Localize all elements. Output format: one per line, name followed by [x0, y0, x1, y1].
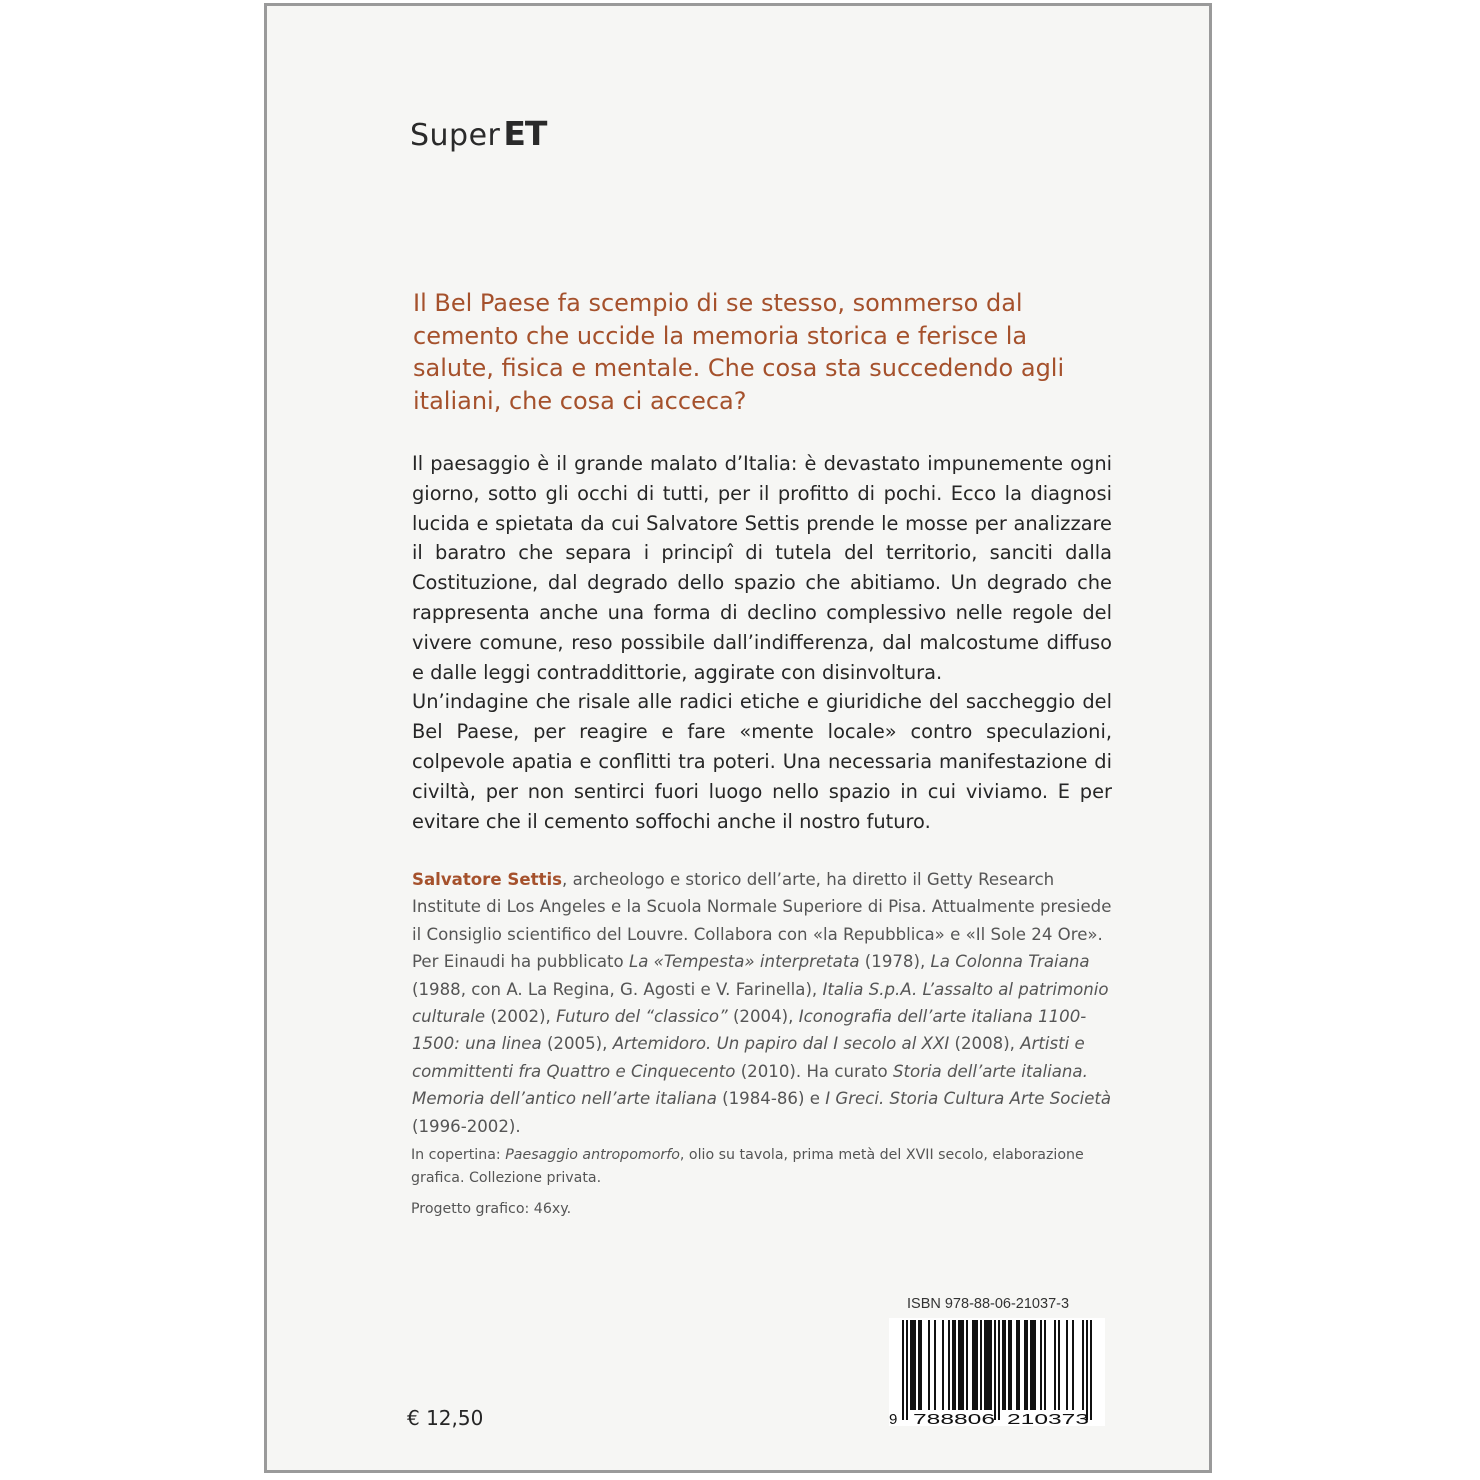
bio-text: (2010). Ha curato: [735, 1061, 893, 1081]
book-back-cover: [264, 3, 1212, 1473]
credits: [411, 1144, 1111, 1229]
barcode-bar: [920, 1320, 922, 1410]
book-title: La Colonna Traiana: [930, 952, 1090, 972]
logo-super-text: Super: [410, 118, 501, 153]
barcode-bar: [972, 1320, 974, 1410]
barcode-bar: [1018, 1320, 1020, 1410]
barcode-bar: [1034, 1320, 1036, 1410]
barcode-bar: [1066, 1320, 1068, 1410]
barcode-bar: [928, 1320, 930, 1410]
barcode-bar: [1008, 1320, 1010, 1410]
barcode-bar: [990, 1320, 992, 1410]
book-title: I Greci. Storia Cultura Arte Società: [825, 1089, 1112, 1109]
bio-text: (2008),: [949, 1034, 1021, 1054]
bio-text: (1984-86) e: [716, 1089, 826, 1109]
book-title: Artemidoro. Un papiro dal I secolo al XXI: [612, 1034, 950, 1054]
bio-text: , archeologo e storico dell’arte, ha diretto il Getty Research Institute di Los Angeles e la Scuola Normale Superiore di Pisa. Attualmente presiede il Consiglio scientifico del Louvre. Collabora con «la Repubblica» e «Il Sole 24 Ore». Per Einaudi ha pubblicato: [412, 870, 1112, 972]
blurb-paragraph: Il paesaggio è il grande malato d’Italia: è devastato impunemente ogni giorno, sotto gli occhi di tutti, per il profitto di pochi. Ecco la diagnosi lucida e spietata da cui Salvatore Settis prende le mosse per analizzare il baratro che separa i principî di tutela del territorio, sanciti dalla Costituzione, dal degrado dello spazio che abitiamo. Un degrado che rappresenta anche una forma di declino complessivo nelle regole del vivere comune, reso possibile dall’indifferenza, dal malcostume diffuso e dalle leggi contraddittorie, aggirate con disinvoltura.: [412, 452, 1112, 684]
barcode-bar: [980, 1320, 982, 1410]
barcode-bar: [1002, 1320, 1004, 1410]
barcode-bar: [1072, 1320, 1074, 1410]
barcode-bar: [1026, 1320, 1028, 1410]
tagline: Il Bel Paese fa scempio di se stesso, sommerso dal cemento che uccide la memoria storica e ferisce la salute, fisica e mentale. Che cosa sta succedendo agli italiani, che cosa ci acceca?: [413, 289, 1065, 415]
book-title: Italia S.p.A. L’assalto al patrimonio culturale: [412, 979, 1109, 1027]
barcode-bar: [1058, 1320, 1060, 1410]
barcode-bar: [906, 1320, 908, 1420]
barcode-bar: [910, 1320, 912, 1410]
bio-text: (1996-2002).: [412, 1116, 521, 1136]
barcode: [889, 1318, 1105, 1426]
book-title: Storia dell’arte italiana. Memoria dell’antico nell’arte italiana: [412, 1061, 1088, 1109]
cover-credit: [411, 1144, 1111, 1190]
author-name: Salvatore Settis: [412, 870, 563, 889]
barcode-digit-first: 9: [889, 1411, 898, 1426]
barcode-bar: [1044, 1320, 1046, 1410]
barcode-bar: [988, 1320, 990, 1410]
barcode-bar: [976, 1320, 978, 1410]
book-title: Futuro del “classico”: [556, 1007, 728, 1027]
cover-artwork-title: Paesaggio antropomorfo: [505, 1147, 680, 1163]
barcode-bar: [1030, 1320, 1032, 1410]
barcode-bar: [1090, 1320, 1092, 1420]
barcode-bar: [1086, 1320, 1088, 1420]
bio-text: (2005),: [541, 1034, 613, 1054]
publisher-logo: [410, 114, 546, 153]
barcode-bar: [1024, 1320, 1026, 1410]
barcode-bar: [912, 1320, 914, 1410]
barcode-bar: [914, 1320, 916, 1410]
barcode-digits-right: 210373: [1007, 1411, 1089, 1426]
barcode-bar: [958, 1320, 960, 1410]
barcode-bar: [1054, 1320, 1056, 1410]
barcode-bar: [984, 1320, 986, 1410]
barcode-bar: [1016, 1320, 1018, 1410]
design-credit: Progetto grafico: 46xy.: [411, 1201, 572, 1217]
barcode-bar: [974, 1320, 976, 1410]
barcode-bar: [948, 1320, 950, 1410]
book-title: Artisti e committenti fra Quattro e Cinquecento: [412, 1034, 1085, 1081]
bio-text: (1978),: [859, 952, 931, 972]
barcode-bar: [986, 1320, 988, 1410]
isbn-label: ISBN 978-88-06-21037-3: [907, 1296, 1070, 1312]
cover-credit-label: In copertina:: [411, 1147, 506, 1163]
barcode-bar: [1032, 1320, 1034, 1410]
barcode-digits-left: 788806: [913, 1411, 995, 1426]
bio-text: (1988, con A. La Regina, G. Agosti e V. Farinella),: [412, 979, 823, 999]
bio-text: (2004),: [727, 1007, 799, 1027]
barcode-bar: [998, 1320, 1000, 1420]
barcode-bar: [1004, 1320, 1006, 1410]
logo-et-text: ET: [503, 114, 547, 153]
price: € 12,50: [407, 1406, 484, 1430]
barcode-bar: [1082, 1320, 1084, 1410]
blurb-paragraph: Un’indagine che risale alle radici etiche e giuridiche del saccheggio del Bel Paese, per reagire e fare «mente locale» contro speculazioni, colpevole apatia e conflitti tra poteri. Una necessaria manifestazione di civiltà, per non sentirci fuori luogo nello spazio in cui viviamo. E per evitare che il cemento soffochi anche il nostro futuro.: [412, 690, 1112, 833]
barcode-bar: [1040, 1320, 1042, 1410]
barcode-bar: [962, 1320, 964, 1410]
barcode-bar: [966, 1320, 968, 1410]
book-title: La «Tempesta» interpretata: [628, 952, 860, 972]
barcode-bar: [1010, 1320, 1012, 1410]
barcode-bar: [994, 1320, 996, 1420]
barcode-bar: [934, 1320, 936, 1410]
bio-text: (2002),: [485, 1007, 557, 1027]
barcode-bar: [902, 1320, 904, 1420]
barcode-bar: [952, 1320, 954, 1410]
barcode-bar: [918, 1320, 920, 1410]
author-bio: [412, 866, 1112, 1140]
blurb: [412, 449, 1112, 836]
barcode-bar: [960, 1320, 962, 1410]
book-title: Iconografia dell’arte italiana 1100-1500: una linea: [412, 1007, 1087, 1054]
barcode-bar: [954, 1320, 956, 1410]
cover-credit-text: , olio su tavola, prima metà del XVII secolo, elaborazione grafica. Collezione privata.: [411, 1147, 1084, 1186]
barcode-bar: [942, 1320, 944, 1410]
